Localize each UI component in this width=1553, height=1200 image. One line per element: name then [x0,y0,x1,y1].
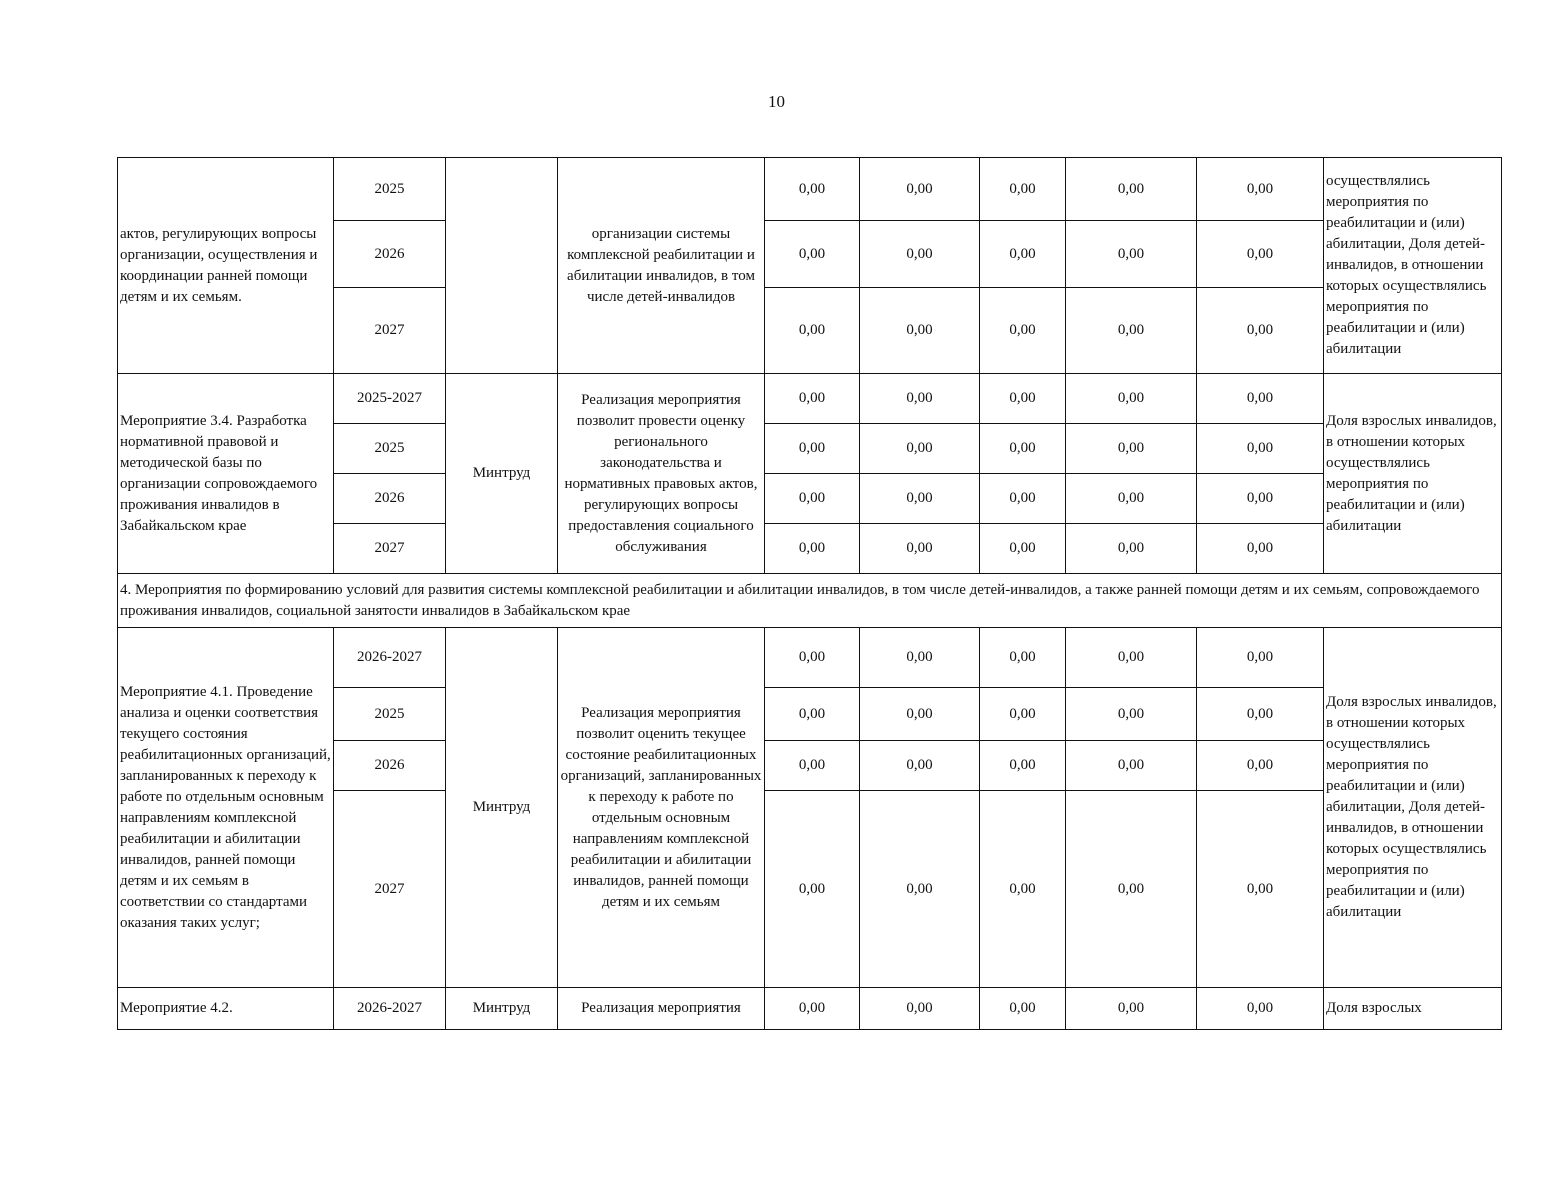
year-cell: 2025 [334,424,446,474]
value-cell: 0,00 [765,791,860,988]
indicator-cell: Доля взрослых инвалидов, в отношении которых осуществлялись мероприятия по реабилитации и (или) абилитации, Доля детей-инвалидов, в отношении которых осуществлялись мероприятия по реабилитации и (или) абилитации [1324,628,1502,988]
value-cell: 0,00 [1197,374,1324,424]
value-cell: 0,00 [1066,524,1197,574]
year-cell: 2025 [334,158,446,221]
value-cell: 0,00 [1197,741,1324,791]
value-cell: 0,00 [980,221,1066,288]
value-cell: 0,00 [860,524,980,574]
table-row [118,988,1502,1030]
value-cell: 0,00 [860,221,980,288]
measure-name-cell: Мероприятие 3.4. Разработка нормативной правовой и методической базы по организации сопровождаемого проживания инвалидов в Забайкальском крае [118,374,334,574]
measure-name-cell: Мероприятие 4.2. [118,988,334,1030]
value-cell: 0,00 [765,628,860,688]
year-cell: 2026-2027 [334,988,446,1030]
table-row [118,158,1502,221]
value-cell: 0,00 [1197,524,1324,574]
year-cell: 2026 [334,221,446,288]
value-cell: 0,00 [1066,288,1197,374]
value-cell: 0,00 [765,288,860,374]
value-cell: 0,00 [1197,221,1324,288]
value-cell: 0,00 [860,288,980,374]
value-cell: 0,00 [765,988,860,1030]
year-cell: 2026 [334,741,446,791]
value-cell: 0,00 [1066,158,1197,221]
value-cell: 0,00 [1066,741,1197,791]
value-cell: 0,00 [765,688,860,741]
page-number: 10 [768,92,785,111]
year-cell: 2026 [334,474,446,524]
value-cell: 0,00 [765,221,860,288]
value-cell: 0,00 [765,374,860,424]
value-cell: 0,00 [1197,688,1324,741]
executor-cell: Минтруд [446,988,558,1030]
value-cell: 0,00 [860,158,980,221]
value-cell: 0,00 [860,374,980,424]
description-cell: Реализация мероприятия позволит оценить текущее состояние реабилитационных организаций, запланированных к переходу к работе по отдельным основным направлениям комплексной реабилитации и абилитации инвалидов, ранней помощи детям и их семьям [558,628,765,988]
section-heading: 4. Мероприятия по формированию условий для развития системы комплексной реабилитации и абилитации инвалидов, в том числе детей-инвалидов, а также ранней помощи детям и их семьям, сопровождаемого проживания инвалидов, социальной занятости инвалидов в Забайкальском крае [118,574,1502,628]
value-cell: 0,00 [980,158,1066,221]
value-cell: 0,00 [980,688,1066,741]
value-cell: 0,00 [1066,791,1197,988]
value-cell: 0,00 [980,424,1066,474]
value-cell: 0,00 [1197,988,1324,1030]
indicator-cell: Доля взрослых [1324,988,1502,1030]
table-row [118,374,1502,424]
value-cell: 0,00 [1197,158,1324,221]
value-cell: 0,00 [980,524,1066,574]
value-cell: 0,00 [860,791,980,988]
value-cell: 0,00 [765,524,860,574]
value-cell: 0,00 [980,628,1066,688]
measures-table [117,157,1502,1030]
value-cell: 0,00 [980,374,1066,424]
value-cell: 0,00 [765,474,860,524]
value-cell: 0,00 [860,988,980,1030]
value-cell: 0,00 [1066,628,1197,688]
indicator-cell: Доля взрослых инвалидов, в отношении которых осуществлялись мероприятия по реабилитации и (или) абилитации [1324,374,1502,574]
value-cell: 0,00 [980,741,1066,791]
value-cell: 0,00 [860,474,980,524]
table-row [118,574,1502,628]
value-cell: 0,00 [1066,988,1197,1030]
executor-cell: Минтруд [446,374,558,574]
value-cell: 0,00 [1066,688,1197,741]
value-cell: 0,00 [860,628,980,688]
value-cell: 0,00 [980,791,1066,988]
value-cell: 0,00 [1197,288,1324,374]
value-cell: 0,00 [980,988,1066,1030]
value-cell: 0,00 [1197,424,1324,474]
value-cell: 0,00 [1066,474,1197,524]
description-cell: организации системы комплексной реабилитации и абилитации инвалидов, в том числе детей-инвалидов [558,158,765,374]
description-cell: Реализация мероприятия [558,988,765,1030]
measure-name-cell: актов, регулирующих вопросы организации, осуществления и координации ранней помощи детям и их семьям. [118,158,334,374]
value-cell: 0,00 [765,741,860,791]
measure-name-cell: Мероприятие 4.1. Проведение анализа и оценки соответствия текущего состояния реабилитационных организаций, запланированных к переходу к работе по отдельным основным направлениям комплексной реабилитации и абилитации инвалидов, ранней помощи детям и их семьям в соответствии со стандартами оказания таких услуг; [118,628,334,988]
description-cell: Реализация мероприятия позволит провести оценку регионального законодательства и нормативных правовых актов, регулирующих вопросы предоставления социального обслуживания [558,374,765,574]
value-cell: 0,00 [1066,424,1197,474]
executor-cell [446,158,558,374]
value-cell: 0,00 [860,741,980,791]
value-cell: 0,00 [1066,221,1197,288]
year-cell: 2027 [334,524,446,574]
value-cell: 0,00 [1197,791,1324,988]
value-cell: 0,00 [765,158,860,221]
table-row [118,628,1502,688]
value-cell: 0,00 [980,288,1066,374]
value-cell: 0,00 [860,424,980,474]
year-cell: 2026-2027 [334,628,446,688]
executor-cell: Минтруд [446,628,558,988]
value-cell: 0,00 [980,474,1066,524]
value-cell: 0,00 [1066,374,1197,424]
indicator-cell: осуществлялись мероприятия по реабилитации и (или) абилитации, Доля детей-инвалидов, в отношении которых осуществлялись мероприятия по реабилитации и (или) абилитации [1324,158,1502,374]
year-cell: 2025 [334,688,446,741]
value-cell: 0,00 [765,424,860,474]
year-cell: 2027 [334,288,446,374]
year-cell: 2027 [334,791,446,988]
value-cell: 0,00 [1197,628,1324,688]
year-cell: 2025-2027 [334,374,446,424]
value-cell: 0,00 [1197,474,1324,524]
value-cell: 0,00 [860,688,980,741]
